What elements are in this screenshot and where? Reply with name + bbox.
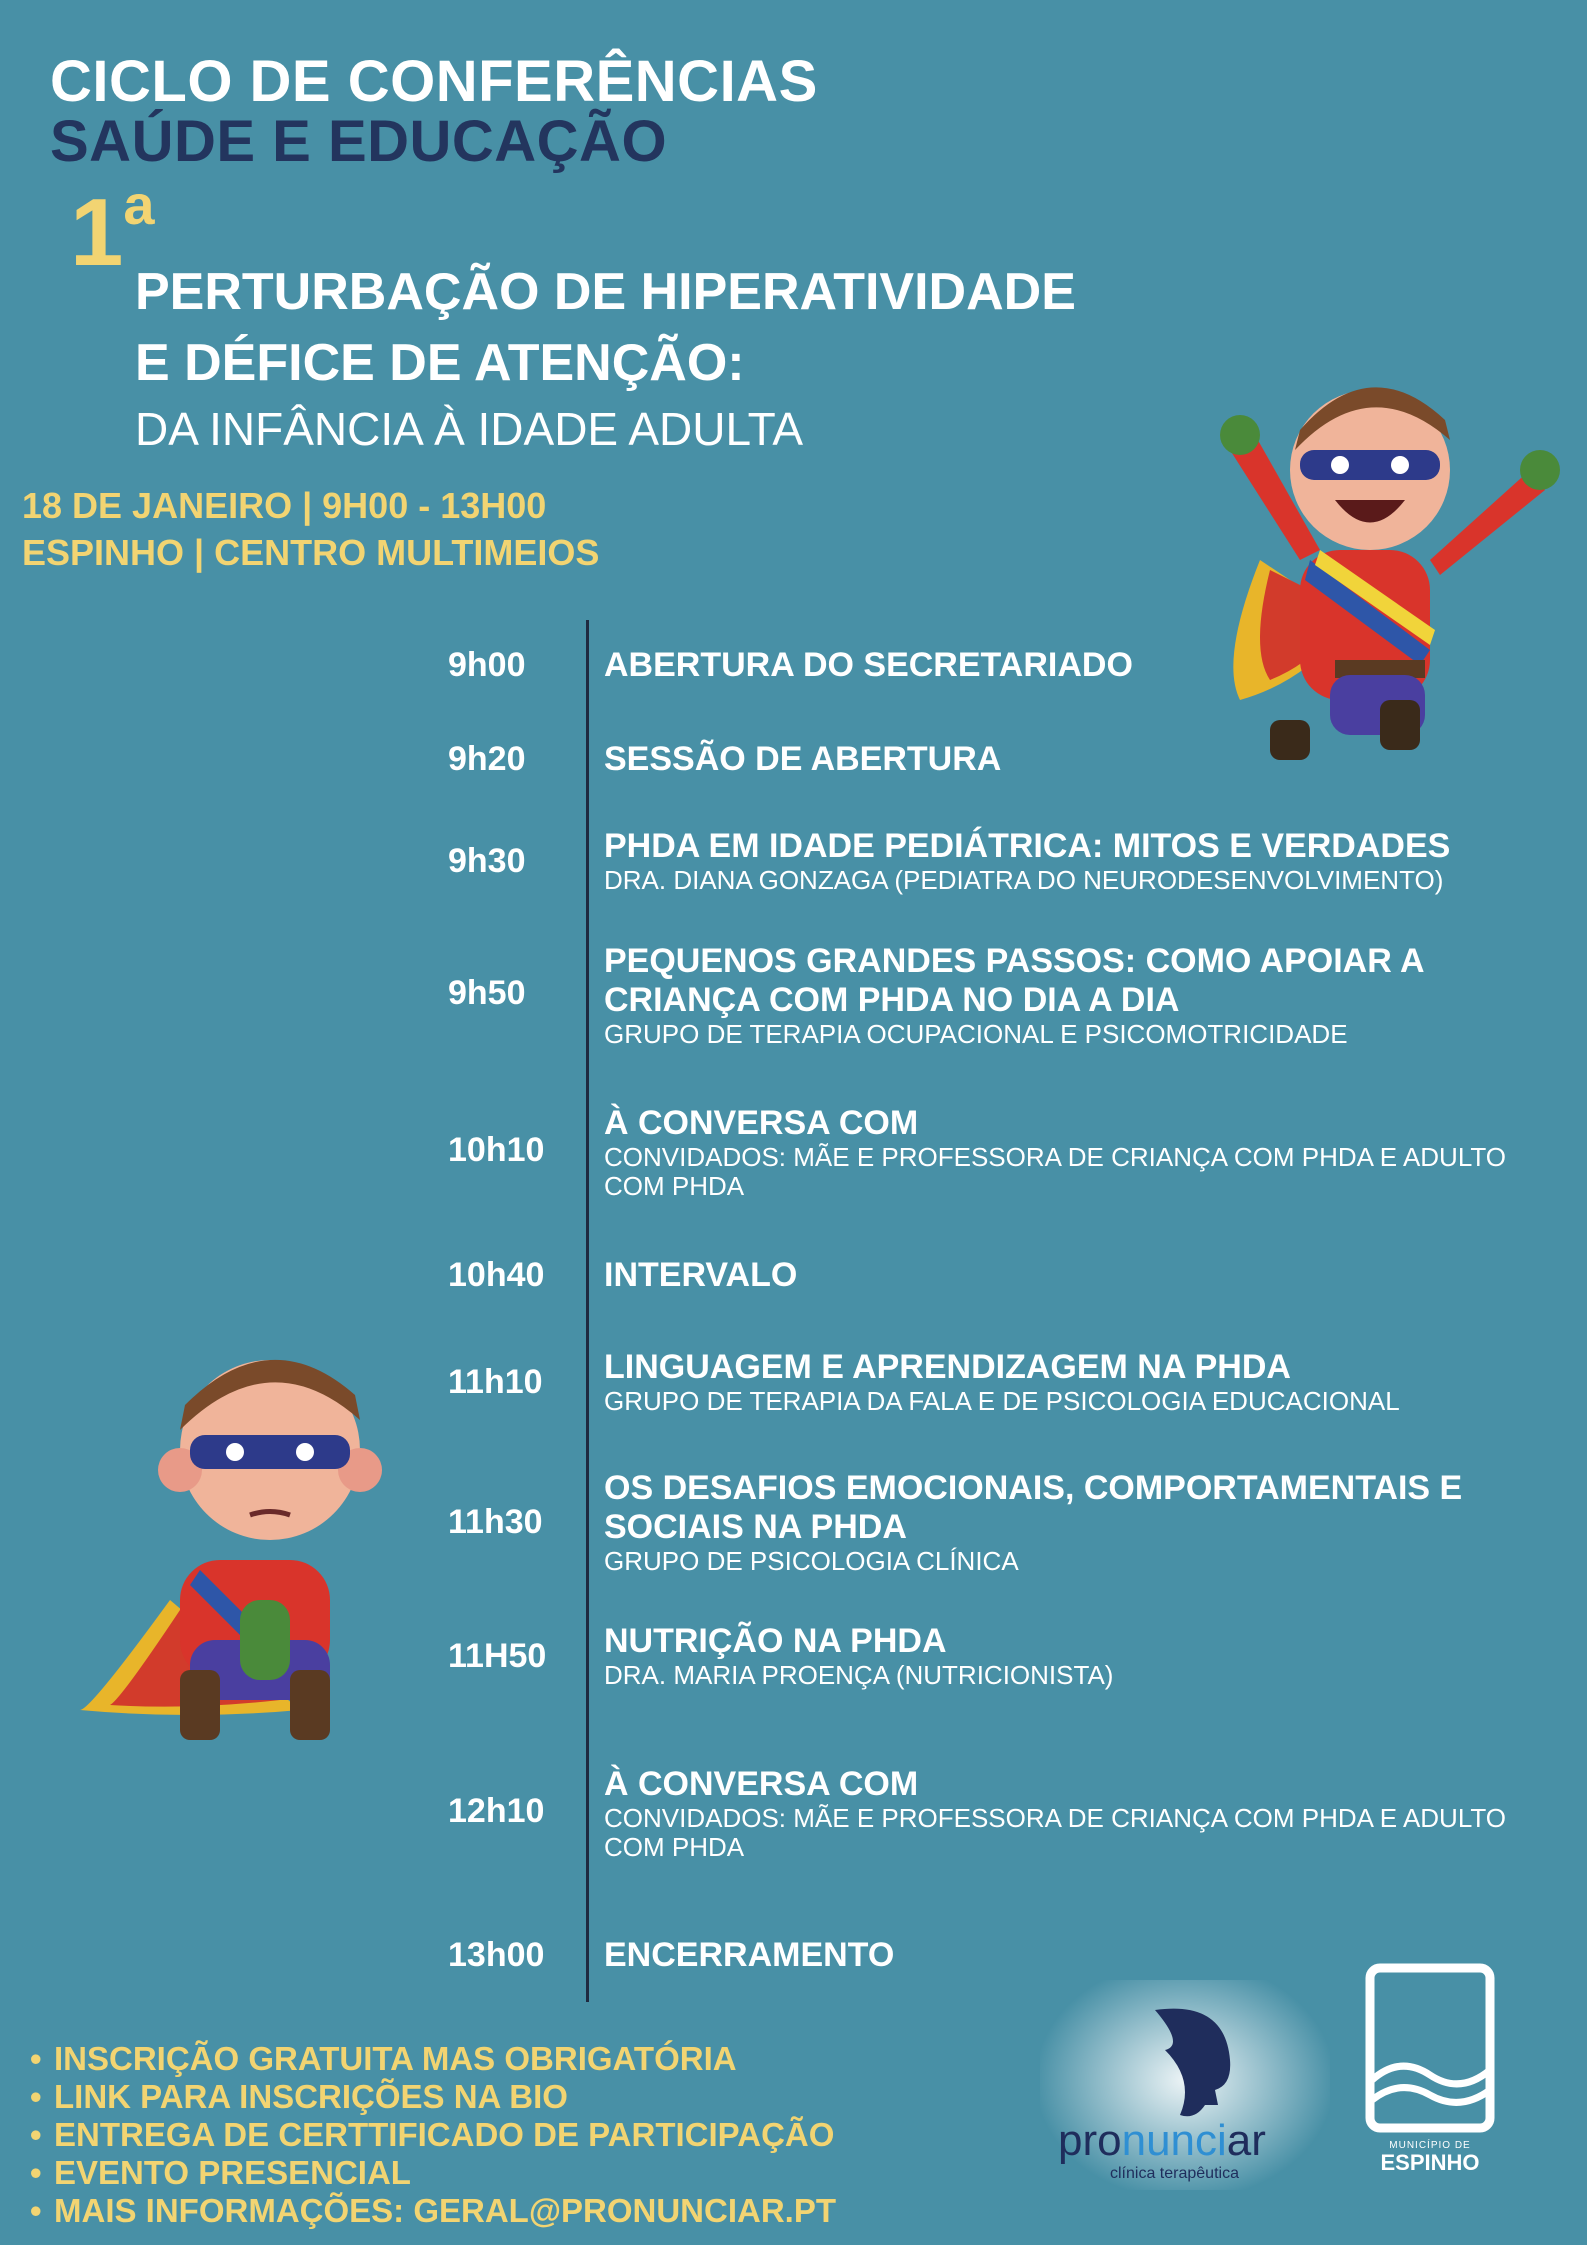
pronunciar-tagline: clínica terapêutica <box>1110 2165 1239 2182</box>
schedule-speaker: DRA. MARIA PROENÇA (NUTRICIONISTA) <box>604 1660 1114 1690</box>
schedule-time: 9h50 <box>448 974 526 1012</box>
series-subtitle: SAÚDE E EDUCAÇÃO <box>50 109 668 174</box>
espinho-label-name: ESPINHO <box>1380 2150 1480 2175</box>
flying-superhero-illustration <box>1200 360 1570 790</box>
schedule-time: 9h30 <box>448 842 526 880</box>
schedule-time: 10h40 <box>448 1256 545 1294</box>
schedule-title-line2: SOCIAIS NA PHDA <box>604 1508 907 1546</box>
schedule-title: INTERVALO <box>604 1256 798 1294</box>
schedule-title: À CONVERSA COM <box>604 1765 919 1803</box>
note-item: • LINK PARA INSCRIÇÕES NA BIO <box>30 2078 568 2115</box>
conference-title-line2: E DÉFICE DE ATENÇÃO: <box>135 334 745 392</box>
event-notes-list <box>30 2040 836 2230</box>
schedule-time: 11h10 <box>448 1363 543 1401</box>
conference-title-line3: DA INFÂNCIA À IDADE ADULTA <box>135 403 804 455</box>
event-date: 18 DE JANEIRO | 9H00 - 13H00 <box>22 485 547 526</box>
schedule-time: 9h20 <box>448 740 526 778</box>
schedule-title: NUTRIÇÃO NA PHDA <box>604 1622 947 1660</box>
timeline-divider <box>586 620 589 2002</box>
schedule-speaker: GRUPO DE PSICOLOGIA CLÍNICA <box>604 1546 1019 1576</box>
schedule-title: SESSÃO DE ABERTURA <box>604 740 1002 778</box>
edition-number: 1$^a$ <box>70 173 155 286</box>
schedule-time: 9h00 <box>448 646 526 684</box>
schedule-time: 10h10 <box>448 1131 545 1169</box>
schedule-time: 13h00 <box>448 1936 545 1974</box>
schedule-speaker: GRUPO DE TERAPIA DA FALA E DE PSICOLOGIA EDUCACIONAL <box>604 1386 1400 1416</box>
pronunciar-logo <box>1040 1980 1330 2190</box>
schedule-time: 11H50 <box>448 1637 547 1675</box>
thinking-superhero-illustration <box>70 1340 490 1760</box>
schedule-title-line1: PEQUENOS GRANDES PASSOS: COMO APOIAR A <box>604 942 1425 980</box>
schedule-speaker-line1: CONVIDADOS: MÃE E PROFESSORA DE CRIANÇA COM PHDA E ADULTO <box>604 1142 1507 1172</box>
schedule-title-line1: OS DESAFIOS EMOCIONAIS, COMPORTAMENTAIS E <box>604 1469 1463 1507</box>
event-place: ESPINHO | CENTRO MULTIMEIOS <box>22 532 600 573</box>
schedule-speaker-line2: COM PHDA <box>604 1171 745 1201</box>
schedule-title: À CONVERSA COM <box>604 1104 919 1142</box>
schedule-title-line2: CRIANÇA COM PHDA NO DIA A DIA <box>604 981 1180 1019</box>
schedule-title: ABERTURA DO SECRETARIADO <box>604 646 1133 684</box>
series-title: CICLO DE CONFERÊNCIAS <box>50 49 818 114</box>
espinho-label-top: MUNICÍPIO DE <box>1389 2140 1471 2151</box>
conference-title-line1: PERTURBAÇÃO DE HIPERATIVIDADE <box>135 263 1076 321</box>
pronunciar-wordmark: pronunciar <box>1058 2116 1266 2165</box>
schedule-title: LINGUAGEM E APRENDIZAGEM NA PHDA <box>604 1348 1291 1386</box>
schedule-title: PHDA EM IDADE PEDIÁTRICA: MITOS E VERDADES <box>604 827 1451 865</box>
note-item: • ENTREGA DE CERTTIFICADO DE PARTICIPAÇÃO <box>30 2116 835 2153</box>
note-item: • INSCRIÇÃO GRATUITA MAS OBRIGATÓRIA <box>30 2040 737 2077</box>
schedule-title: ENCERRAMENTO <box>604 1936 895 1974</box>
schedule-time: 12h10 <box>448 1792 545 1830</box>
schedule-speaker: GRUPO DE TERAPIA OCUPACIONAL E PSICOMOTRICIDADE <box>604 1019 1348 1049</box>
note-item: • EVENTO PRESENCIAL <box>30 2154 411 2191</box>
municipio-espinho-logo <box>1360 1960 1500 2180</box>
schedule-speaker-line1: CONVIDADOS: MÃE E PROFESSORA DE CRIANÇA COM PHDA E ADULTO <box>604 1803 1507 1833</box>
schedule-speaker: DRA. DIANA GONZAGA (PEDIATRA DO NEURODESENVOLVIMENTO) <box>604 865 1444 895</box>
schedule-speaker-line2: COM PHDA <box>604 1832 745 1862</box>
note-item: • MAIS INFORMAÇÕES: GERAL@PRONUNCIAR.PT <box>30 2192 837 2229</box>
schedule-time: 11h30 <box>448 1503 543 1541</box>
